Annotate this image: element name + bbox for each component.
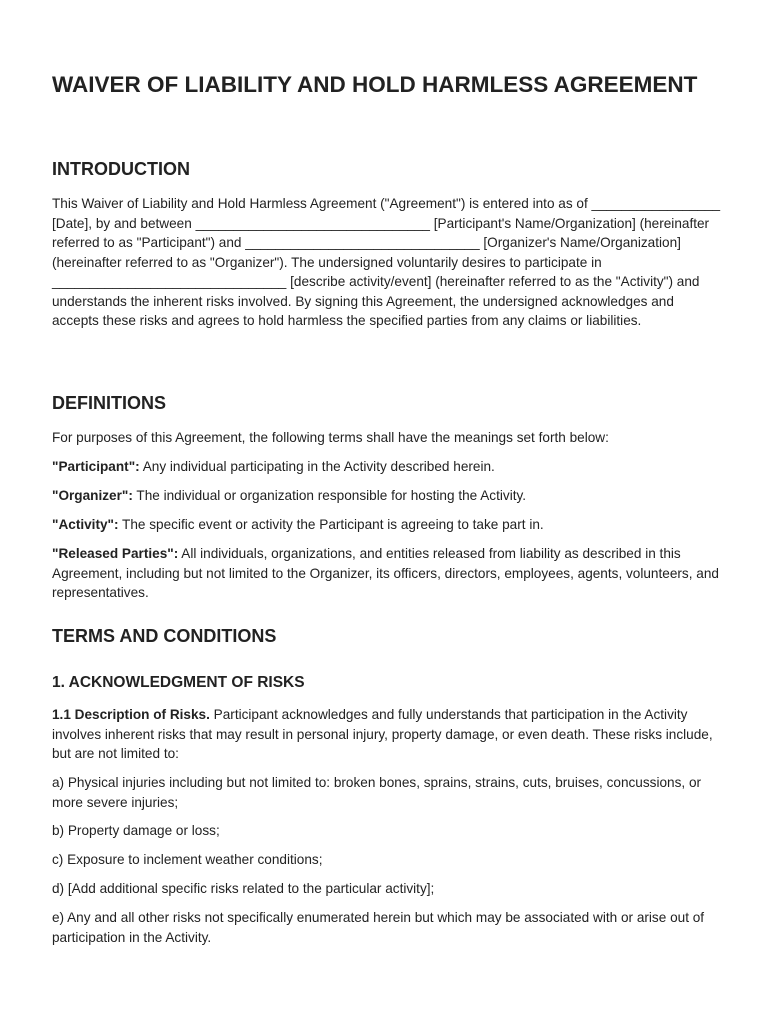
risk-item-e: e) Any and all other risks not specifically enumerated herein but which may be associated with or arise out of participation in the Activity.: [52, 910, 705, 945]
terms-heading: TERMS AND CONDITIONS: [52, 626, 277, 646]
definition-text: All individuals, organizations, and entities released from liability as described in this Agreement, including but not limited to the Organizer, its officers, directors, employees, agents, volunteers, and representatives.: [52, 546, 719, 600]
document-title: WAIVER OF LIABILITY AND HOLD HARMLESS AGREEMENT: [52, 72, 698, 97]
definition-text: The individual or organization responsible for hosting the Activity.: [132, 488, 527, 503]
section-1-heading: 1. ACKNOWLEDGMENT OF RISKS: [52, 674, 305, 691]
subsection-label: 1.1 Description of Risks.: [52, 707, 210, 722]
definition-released-parties: [52, 544, 722, 603]
description-of-risks: [52, 705, 722, 764]
risk-item-d: d) [Add additional specific risks related to the particular activity];: [52, 881, 435, 896]
risk-item-b: b) Property damage or loss;: [52, 823, 220, 838]
risk-item-c: c) Exposure to inclement weather conditions;: [52, 852, 323, 867]
definition-participant: [52, 457, 722, 477]
introduction-heading: INTRODUCTION: [52, 159, 190, 179]
introduction-paragraph: This Waiver of Liability and Hold Harmless Agreement ("Agreement") is entered into as of _________________ [Date], by and between _______________________________ [Participant's Name/Organization] (hereinafter referred to as "Participant") and _______________________________ [Organizer's Name/Organization] (hereinafter referred to as "Organizer"). The undersigned voluntarily desires to participate in _______________________________ [describe activity/event] (hereinafter referred to as the "Activity") and understands the inherent risks involved. By signing this Agreement, the undersigned acknowledges and accepts these risks and agrees to hold harmless the specified parties from any claims or liabilities.: [52, 196, 721, 328]
definition-activity: [52, 515, 722, 535]
subsection-text: Participant acknowledges and fully understands that participation in the Activity involves inherent risks that may result in personal injury, property damage, or even death. These risks include, but are not limited to:: [52, 707, 713, 761]
definition-term: "Organizer":: [52, 488, 133, 503]
risk-item-a: a) Physical injuries including but not limited to: broken bones, sprains, strains, cuts, bruises, concussions, or more severe injuries;: [52, 775, 702, 810]
definition-term: "Released Parties":: [52, 546, 179, 561]
definition-term: "Activity":: [52, 517, 119, 532]
definition-text: Any individual participating in the Activity described herein.: [139, 459, 495, 474]
definitions-heading: DEFINITIONS: [52, 393, 167, 413]
definition-term: "Participant":: [52, 459, 140, 474]
definition-organizer: [52, 486, 722, 506]
definitions-intro: For purposes of this Agreement, the following terms shall have the meanings set forth below:: [52, 430, 609, 445]
definition-text: The specific event or activity the Participant is agreeing to take part in.: [118, 517, 544, 532]
